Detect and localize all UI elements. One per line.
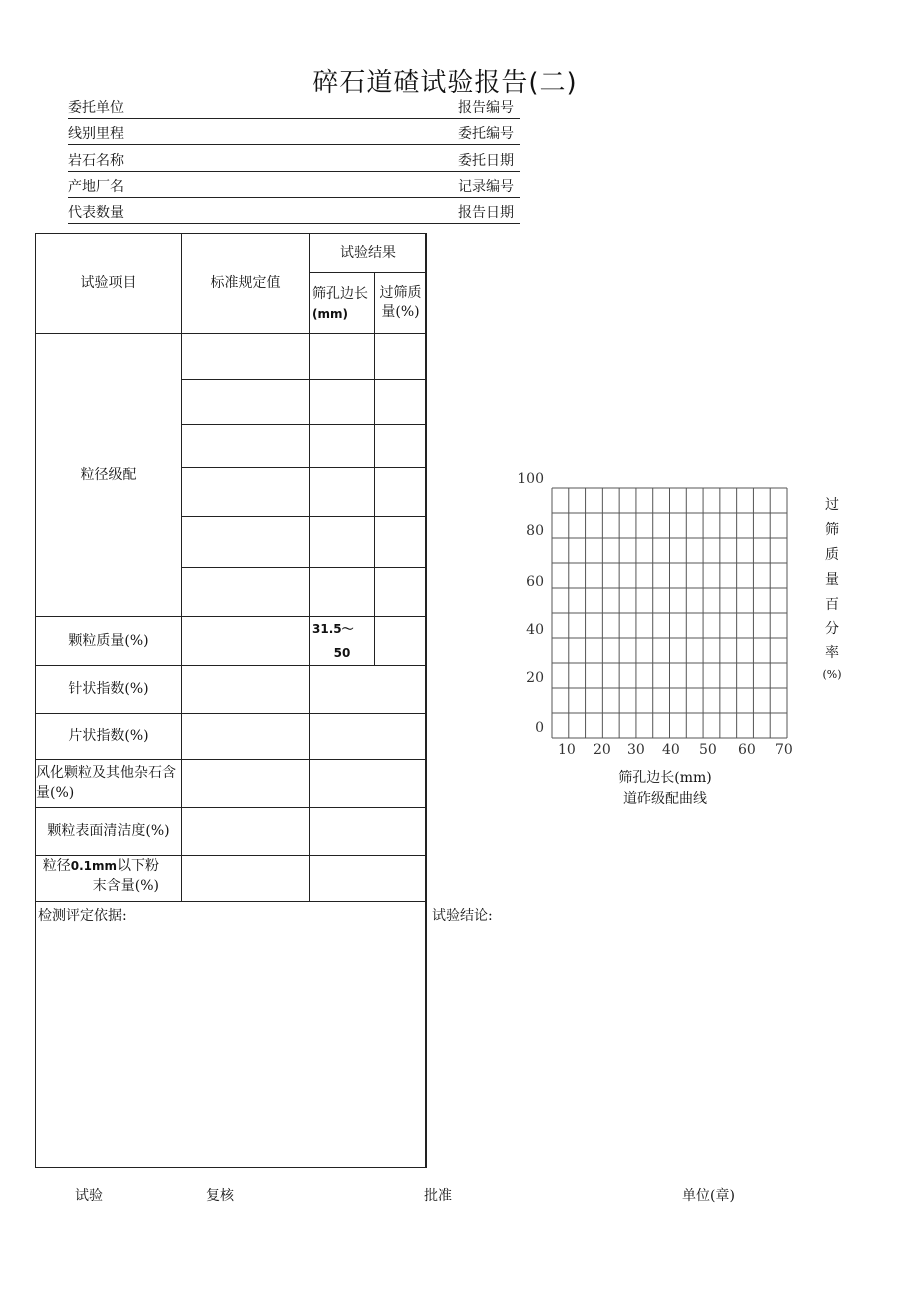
y-tick-label: 60 bbox=[526, 574, 544, 590]
fine-powder-part-c: 以下粉末含量(%) bbox=[92, 858, 159, 895]
y-axis-label-char: 百 bbox=[825, 597, 839, 613]
chart-xlabel bbox=[560, 767, 770, 787]
header-field-label: 岩石名称 bbox=[68, 153, 124, 169]
y-axis-label-char: (%) bbox=[822, 668, 842, 681]
header-field-label-right: 委托编号 bbox=[458, 126, 514, 142]
fine-powder-part-b: 0.1mm bbox=[70, 859, 117, 873]
basis-label: 检测评定依据: bbox=[38, 908, 127, 924]
x-tick-label: 70 bbox=[775, 742, 793, 758]
x-tick-label: 60 bbox=[738, 742, 756, 758]
particle-mass-range bbox=[310, 617, 374, 665]
x-tick-label: 30 bbox=[627, 742, 645, 758]
col-sieve-header bbox=[310, 273, 376, 333]
header-row bbox=[68, 171, 520, 198]
chart-title: 道砟级配曲线 bbox=[623, 791, 707, 807]
conclusion-label: 试验结论: bbox=[432, 908, 493, 924]
y-tick-label: 40 bbox=[526, 622, 544, 638]
fine-powder-label bbox=[36, 856, 181, 901]
footer-review: 复核 bbox=[206, 1188, 234, 1204]
header-row bbox=[68, 145, 520, 172]
needle-index-label: 针状指数(%) bbox=[68, 681, 149, 697]
x-tick-label: 10 bbox=[558, 742, 576, 758]
header-field-label: 线别里程 bbox=[68, 126, 124, 142]
weathered-content-label: 风化颗粒及其他杂石含量(%) bbox=[36, 764, 176, 801]
footer-test: 试验 bbox=[75, 1188, 103, 1204]
page-title: 碎石道碴试验报告(二) bbox=[312, 68, 578, 98]
header-row bbox=[68, 92, 520, 119]
col-item-header: 试验项目 bbox=[80, 275, 137, 291]
y-axis-label-char: 筛 bbox=[825, 522, 839, 538]
header-field-label: 产地厂名 bbox=[68, 179, 124, 195]
x-tick-label: 50 bbox=[699, 742, 717, 758]
y-tick-label: 0 bbox=[535, 720, 544, 736]
gradation-label: 粒径级配 bbox=[80, 466, 137, 483]
y-axis-label-char: 质 bbox=[825, 547, 839, 563]
footer-approve: 批准 bbox=[424, 1188, 452, 1204]
header-field-label: 代表数量 bbox=[68, 205, 124, 221]
header-row bbox=[68, 197, 520, 224]
col-standard-header: 标准规定值 bbox=[210, 275, 281, 291]
y-tick-label: 20 bbox=[526, 670, 544, 686]
flake-index-label: 片状指数(%) bbox=[68, 728, 149, 744]
chart-grid bbox=[540, 480, 800, 760]
range-part-b: 50 bbox=[333, 646, 351, 660]
surface-cleanliness-label: 颗粒表面清洁度(%) bbox=[47, 823, 170, 839]
header-field-label-right: 委托日期 bbox=[458, 153, 514, 169]
y-tick-label: 80 bbox=[526, 523, 544, 539]
footer-unit: 单位(章) bbox=[682, 1188, 735, 1204]
col-result-header: 试验结果 bbox=[340, 244, 396, 261]
chart-xlabel-text: 筛孔边长(mm) bbox=[618, 770, 712, 786]
header-field-label-right: 记录编号 bbox=[458, 179, 514, 195]
y-axis-label-char: 分 bbox=[825, 621, 839, 637]
col-sieve-unit: (mm) bbox=[312, 306, 348, 321]
y-axis-label-char: 率 bbox=[825, 645, 839, 661]
y-axis-label-char: 量 bbox=[825, 572, 839, 588]
particle-mass-label: 颗粒质量(%) bbox=[68, 632, 149, 649]
col-sieve-label: 筛孔边长 bbox=[312, 285, 368, 302]
fine-powder-part-a: 粒径 bbox=[42, 858, 71, 874]
header-field-label: 委托单位 bbox=[68, 100, 124, 116]
y-tick-label: 100 bbox=[517, 471, 544, 487]
header-row bbox=[68, 118, 520, 145]
x-tick-label: 20 bbox=[593, 742, 611, 758]
header-field-label-right: 报告日期 bbox=[458, 205, 514, 221]
range-part-a: 31.5～ bbox=[312, 622, 354, 636]
x-tick-label: 40 bbox=[662, 742, 680, 758]
col-pass-header: 过筛质量(%) bbox=[379, 285, 422, 320]
header-field-label-right: 报告编号 bbox=[458, 100, 514, 116]
y-axis-label-char: 过 bbox=[825, 497, 839, 513]
